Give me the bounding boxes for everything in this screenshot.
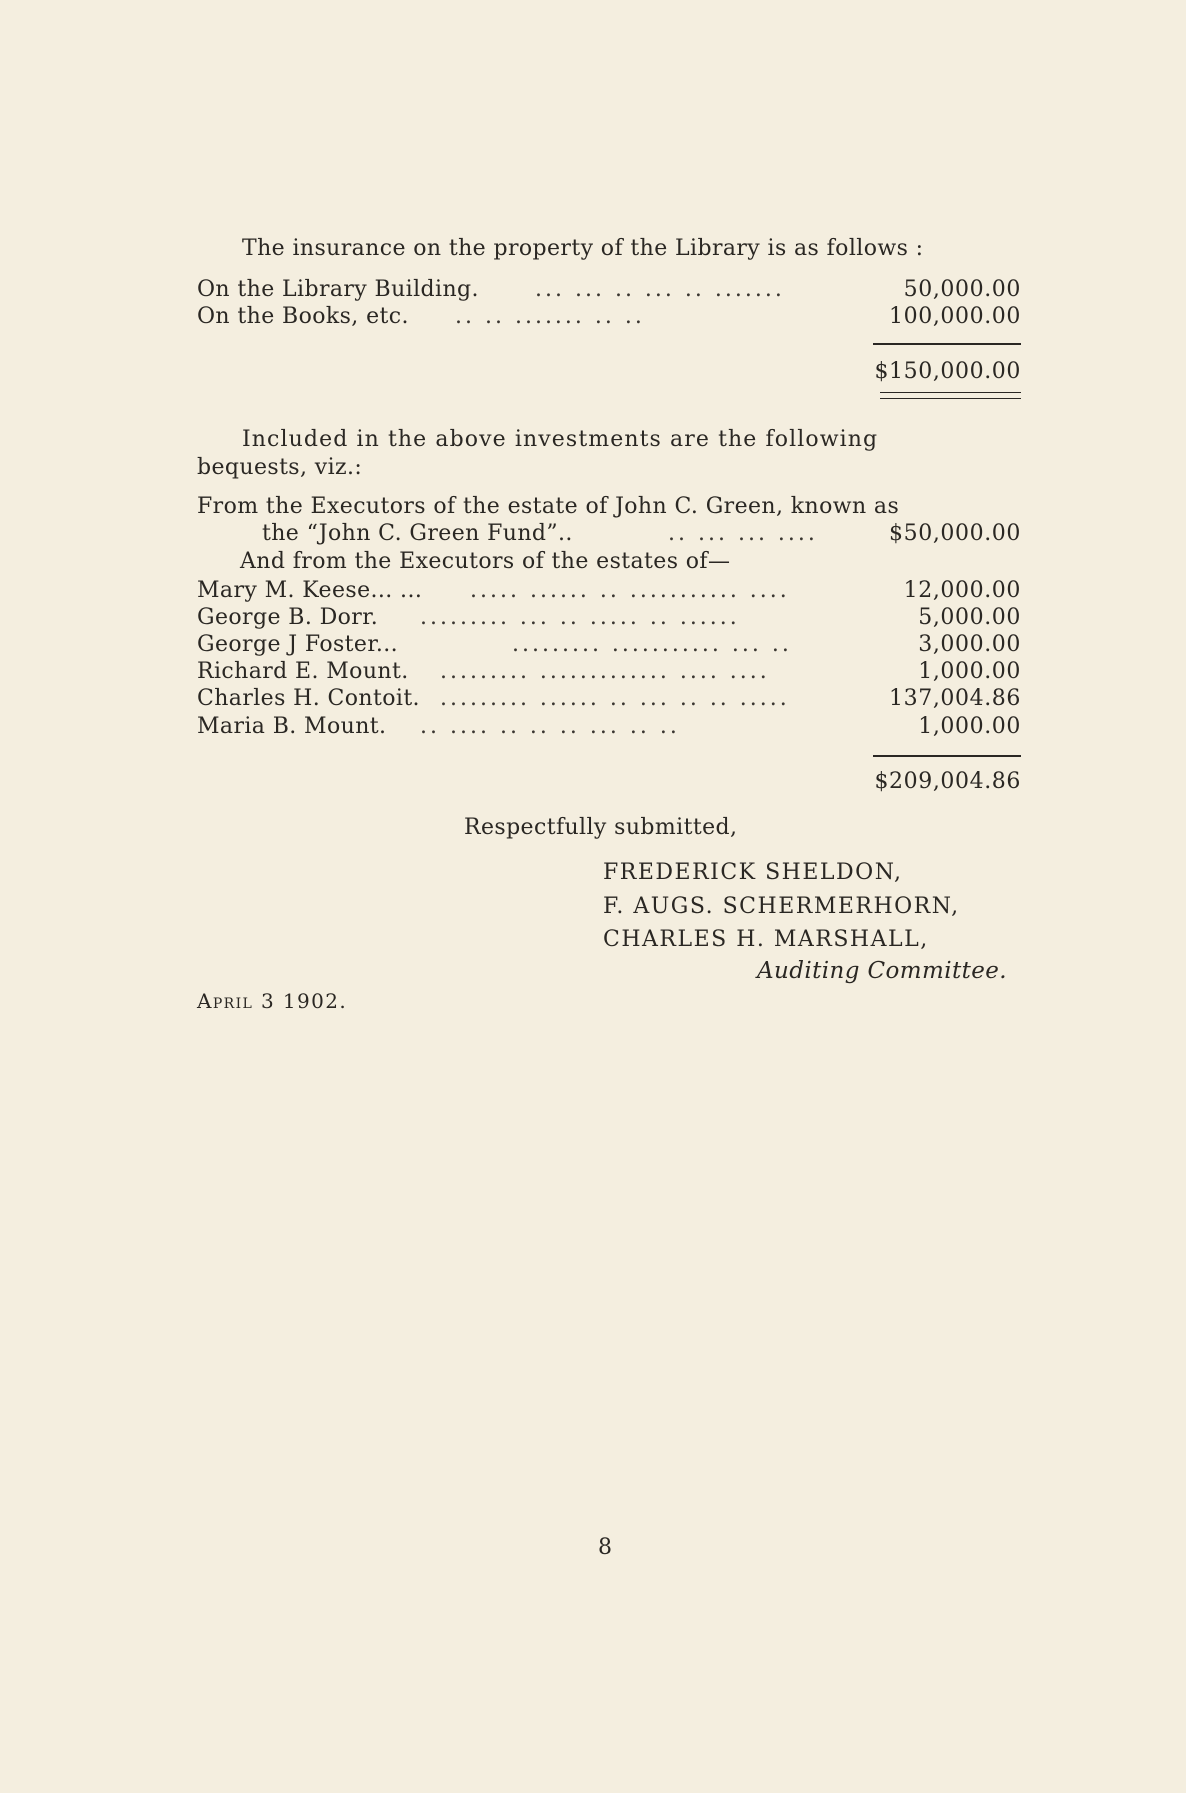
- signatory-1: FREDERICK SHELDON,: [603, 860, 903, 885]
- bequests-sum-rule: [873, 755, 1021, 757]
- insurance-row-building-dots: ... ... .. ... .. .......: [535, 277, 785, 302]
- bequest-row-dorr-amount: 5,000.00: [918, 605, 1021, 630]
- bequest-row-foster-amount: 3,000.00: [918, 632, 1021, 657]
- bequest-row-contoit-amount: 137,004.86: [889, 686, 1021, 711]
- estates-intro: And from the Executors of the estates of—: [240, 549, 731, 574]
- bequest-row-mount-amount: 1,000.00: [918, 659, 1021, 684]
- bequest-row-mount-dots: ......... ............. .... ....: [440, 659, 770, 684]
- bequest-row-keese-dots: ..... ...... .. ........... ....: [470, 578, 790, 603]
- bequest-row-dorr-label: George B. Dorr.: [197, 605, 379, 630]
- bequest-row-contoit-dots: ......... ...... .. ... .. .. .....: [440, 686, 790, 711]
- insurance-row-books-dots: .. .. ....... .. ..: [455, 304, 645, 329]
- respectfully-submitted: Respectfully submitted,: [464, 815, 738, 840]
- report-date: April 3 1902.: [197, 989, 348, 1013]
- bequest-row-foster-dots: ......... ........... ... ..: [512, 632, 792, 657]
- green-fund-line1: From the Executors of the estate of John C. Green, known as: [197, 494, 900, 519]
- committee-title: Auditing Committee.: [757, 958, 1007, 984]
- insurance-total: $150,000.00: [874, 359, 1021, 384]
- bequest-row-maria-mount-label: Maria B. Mount.: [197, 714, 387, 739]
- insurance-double-rule: [880, 392, 1021, 399]
- insurance-row-building-label: On the Library Building.: [197, 277, 479, 302]
- bequests-intro-line2: bequests, viz.:: [197, 455, 363, 480]
- bequest-row-mount-label: Richard E. Mount.: [197, 659, 409, 684]
- bequest-row-keese-amount: 12,000.00: [903, 578, 1021, 603]
- bequest-row-contoit-label: Charles H. Contoit.: [197, 686, 420, 711]
- insurance-row-building-amount: 50,000.00: [903, 277, 1021, 302]
- bequest-row-keese-label: Mary M. Keese... ...: [197, 578, 423, 603]
- page-number: 8: [598, 1535, 613, 1560]
- green-fund-dots: .. ... ... ....: [668, 521, 818, 546]
- bequest-row-maria-mount-dots: .. .... .. .. .. ... .. ..: [420, 714, 680, 739]
- signatory-3: CHARLES H. MARSHALL,: [603, 927, 929, 952]
- insurance-row-books-label: On the Books, etc.: [197, 304, 409, 329]
- signatory-2: F. AUGS. SCHERMERHORN,: [603, 894, 960, 919]
- bequests-intro-line1: Included in the above investments are the following: [242, 427, 879, 452]
- insurance-row-books-amount: 100,000.00: [889, 304, 1021, 329]
- bequest-row-dorr-dots: ......... ... .. ..... .. ......: [420, 605, 740, 630]
- bequest-row-maria-mount-amount: 1,000.00: [918, 714, 1021, 739]
- insurance-sum-rule: [873, 343, 1021, 345]
- insurance-intro: The insurance on the property of the Library is as follows :: [242, 236, 924, 261]
- green-fund-line2: the “John C. Green Fund”..: [262, 521, 573, 546]
- bequests-total: $209,004.86: [874, 769, 1021, 794]
- bequest-row-foster-label: George J Foster...: [197, 632, 398, 657]
- green-fund-amount: $50,000.00: [889, 521, 1021, 546]
